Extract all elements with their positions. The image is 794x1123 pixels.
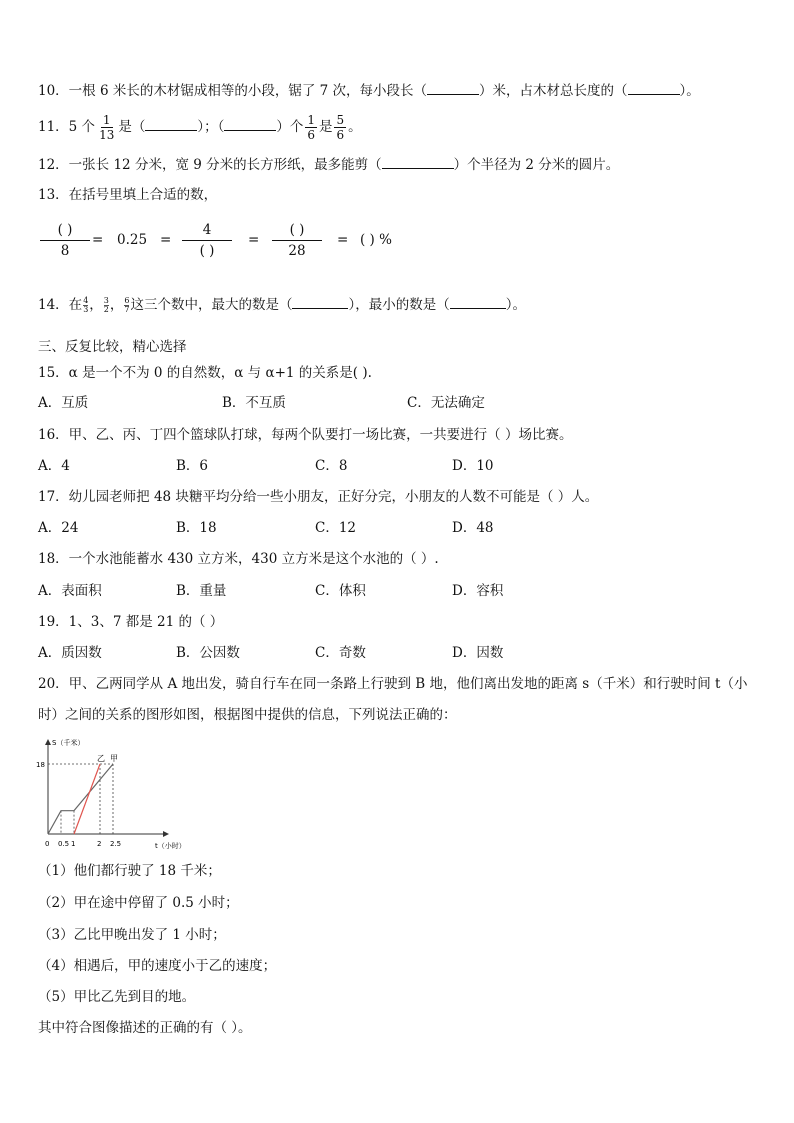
- question-19: 19．1、3、7 都是 21 的（ ）: [38, 614, 224, 630]
- fraction-blank-over-28: ( ) 28: [272, 222, 322, 259]
- question-20-prompt: 其中符合图像描述的正确的有（ ）。: [38, 1020, 252, 1036]
- answer-blank[interactable]: [450, 296, 506, 309]
- option-c[interactable]: C．体积: [315, 583, 366, 599]
- option-b[interactable]: B．重量: [176, 583, 227, 599]
- x-tick-label: 2: [97, 840, 102, 848]
- equals-sign: =: [92, 232, 104, 248]
- option-a[interactable]: A．互质: [38, 395, 89, 411]
- answer-blank[interactable]: [628, 82, 680, 95]
- question-20-stem-line2: 时）之间的关系的图形如图，根据图中提供的信息，下列说法正确的：: [38, 707, 457, 723]
- answer-blank[interactable]: [292, 296, 348, 309]
- statement-4: （4）相遇后，甲的速度小于乙的速度；: [38, 958, 277, 974]
- x-tick-label: 1: [71, 840, 76, 848]
- fraction-4-over-blank: 4 ( ): [182, 222, 232, 259]
- percent-blank[interactable]: ( ) %: [360, 232, 392, 248]
- statement-3: （3）乙比甲晚出发了 1 小时；: [38, 927, 226, 943]
- option-c[interactable]: C．奇数: [315, 645, 366, 661]
- option-a[interactable]: A．4: [38, 458, 70, 474]
- distance-time-chart: [36, 736, 196, 854]
- x-tick-label: 2.5: [110, 840, 122, 848]
- option-d[interactable]: D．48: [452, 520, 494, 536]
- series-line: [48, 764, 113, 834]
- question-13-title: 13．在括号里填上合适的数，: [38, 187, 218, 203]
- option-c[interactable]: C．8: [315, 458, 348, 474]
- series-line: [74, 764, 100, 834]
- option-b[interactable]: B．不互质: [222, 395, 286, 411]
- option-b[interactable]: B．公因数: [176, 645, 240, 661]
- option-d[interactable]: D．因数: [452, 645, 504, 661]
- option-c[interactable]: C．无法确定: [407, 395, 485, 411]
- equals-sign: =: [248, 232, 260, 248]
- fraction: $\frac{5}{6}$: [336, 113, 345, 142]
- option-a[interactable]: A．24: [38, 520, 79, 536]
- answer-blank[interactable]: [224, 118, 276, 131]
- y-axis-label: S（千米）: [52, 739, 85, 747]
- y-tick-label: 18: [36, 761, 45, 769]
- section-heading: 三、反复比较，精心选择: [38, 339, 187, 355]
- statement-5: （5）甲比乙先到目的地。: [38, 989, 196, 1005]
- x-tick-label: 0.5: [58, 840, 70, 848]
- answer-blank[interactable]: [427, 82, 479, 95]
- answer-blank[interactable]: [382, 156, 454, 169]
- fraction: $\frac{4}{3}$: [83, 296, 89, 314]
- fraction: $\frac{1}{6}$: [307, 113, 315, 142]
- fraction: $\frac{3}{2}$: [103, 296, 109, 314]
- question-11: 11．5 个 $\frac{1}{13}$ 是（ ）；（ ）个 $\frac{1}{6}$ 是 $\frac{5}{6}$ 。: [38, 113, 362, 142]
- equals-sign: =: [337, 232, 349, 248]
- option-d[interactable]: D．10: [452, 458, 494, 474]
- answer-blank[interactable]: [145, 118, 197, 131]
- decimal-value: 0.25: [117, 232, 148, 248]
- series-label-yi: 乙: [97, 754, 105, 763]
- fraction: $\frac{6}{7}$: [124, 296, 130, 314]
- fraction: $\frac{1}{13}$: [99, 113, 115, 142]
- series-lines: [48, 764, 113, 834]
- guide-lines: [48, 764, 113, 834]
- question-12: 12．一张长 12 分米，宽 9 分米的长方形纸，最多能剪（ ）个半径为 2 分米的圆片。: [38, 157, 620, 173]
- option-b[interactable]: B．6: [176, 458, 209, 474]
- statement-2: （2）甲在途中停留了 0.5 小时；: [38, 895, 239, 911]
- question-14: 14．在 $\frac{4}{3}$ ， $\frac{3}{2}$ ， $\frac{6}{7}$ 这三个数中，最大的数是（ ），最小的数是（ ）。: [38, 296, 526, 314]
- question-20-stem-line1: 20．甲、乙两同学从 A 地出发，骑自行车在同一条路上行驶到 B 地，他们离出发地的距离 s（千米）和行驶时间 t（小: [38, 676, 748, 692]
- equals-sign: =: [160, 232, 172, 248]
- question-15: 15．α 是一个不为 0 的自然数，α 与 α+1 的关系是( ).: [38, 365, 372, 381]
- series-label-jia: 甲: [110, 754, 118, 763]
- x-tick-label: 0: [45, 840, 50, 848]
- x-tick-labels: [45, 840, 121, 848]
- option-a[interactable]: A．质因数: [38, 645, 102, 661]
- question-10: 10．一根 6 米长的木材锯成相等的小段，锯了 7 次，每小段长（ ）米，占木材总长度的（ ）。: [38, 83, 700, 99]
- question-16: 16．甲、乙、丙、丁四个篮球队打球，每两个队要打一场比赛，一共要进行（ ）场比赛。: [38, 427, 573, 443]
- question-17: 17．幼儿园老师把 48 块糖平均分给一些小朋友，正好分完，小朋友的人数不可能是（ ）人。: [38, 489, 599, 505]
- statement-1: （1）他们都行驶了 18 千米；: [38, 863, 221, 879]
- option-b[interactable]: B．18: [176, 520, 217, 536]
- option-d[interactable]: D．容积: [452, 583, 504, 599]
- option-c[interactable]: C．12: [315, 520, 357, 536]
- question-18: 18．一个水池能蓄水 430 立方米，430 立方米是这个水池的（ ）.: [38, 551, 439, 567]
- x-axis-label: t（小时）: [155, 842, 186, 850]
- option-a[interactable]: A．表面积: [38, 583, 102, 599]
- fraction-blank-over-8: ( ) 8: [40, 222, 90, 259]
